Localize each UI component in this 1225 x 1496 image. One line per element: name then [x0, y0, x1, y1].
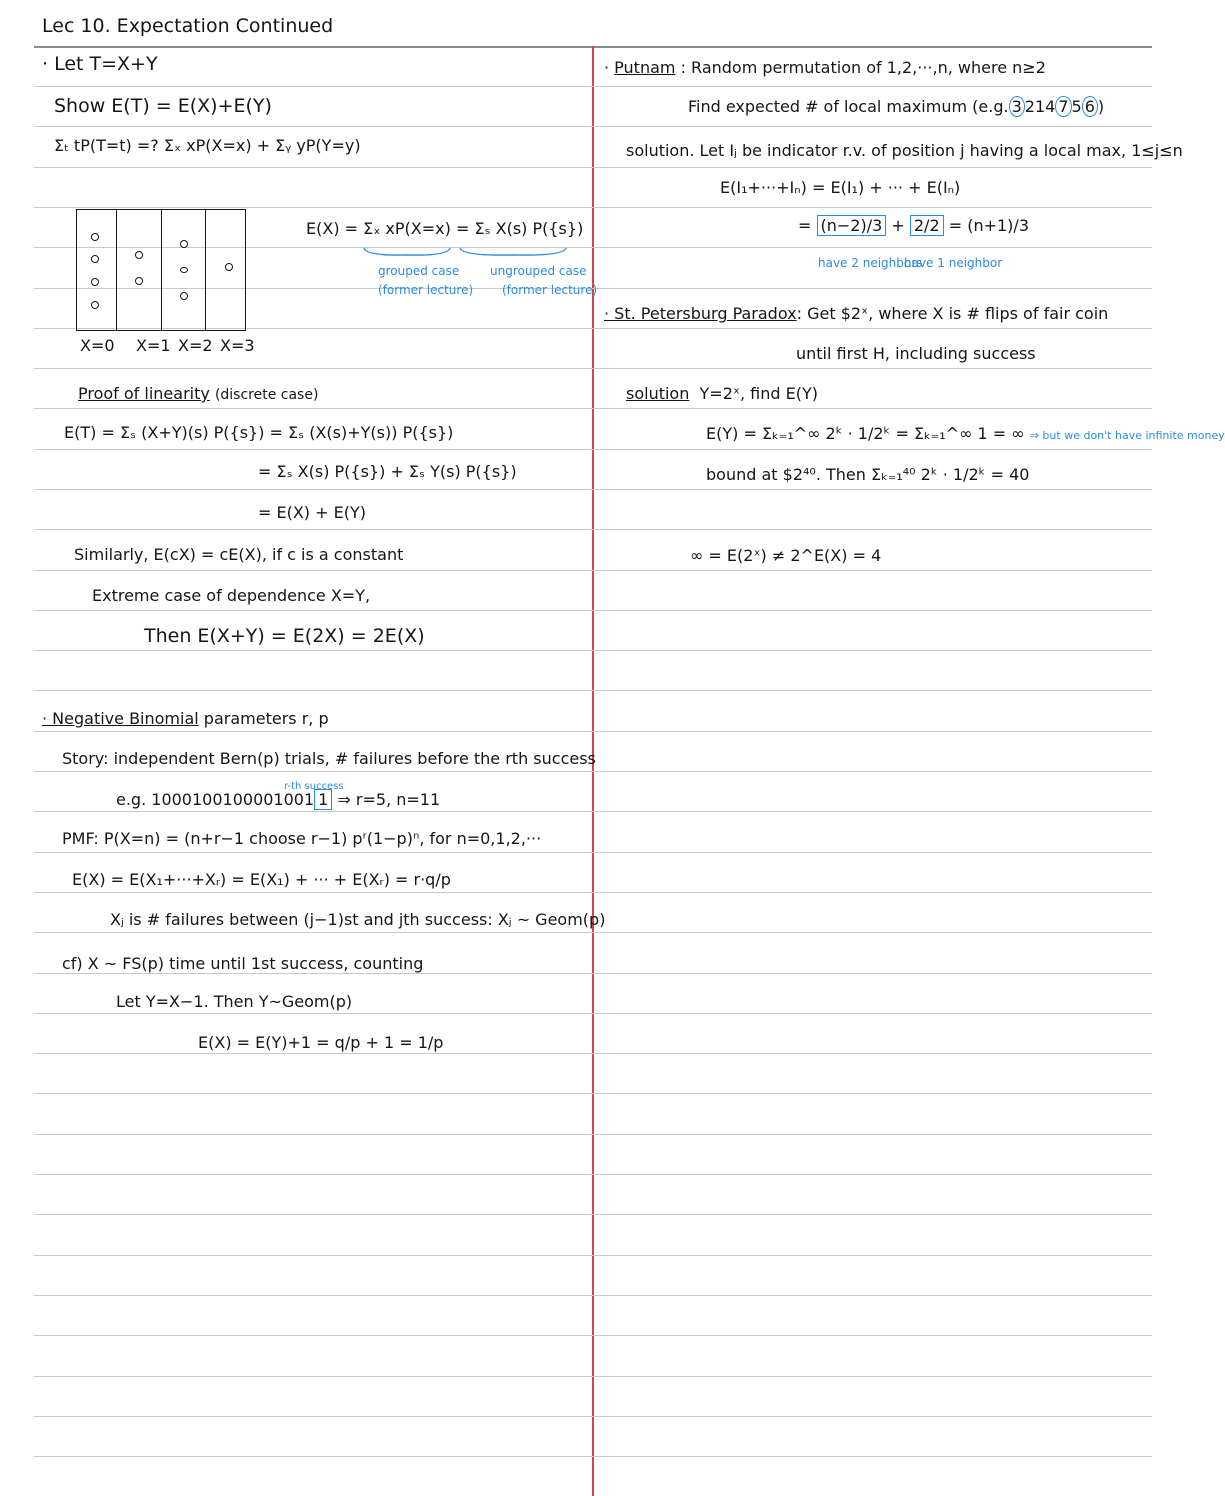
first-success-expectation: E(X) = E(Y)+1 = q/p + 1 = 1/p: [198, 1033, 444, 1052]
grouped-note-sub: (former lecture): [378, 283, 474, 297]
putnam-statement: : Random permutation of 1,2,···,n, where n≥2: [680, 58, 1046, 77]
grouped-brace: [362, 246, 452, 260]
example-prefix: e.g.: [116, 790, 147, 809]
ruled-line: [34, 811, 1152, 812]
first-success-let: Let Y=X−1. Then Y~Geom(p): [116, 992, 353, 1011]
diagram-label-x2: X=2: [178, 336, 213, 355]
page-title: Lec 10. Expectation Continued: [42, 15, 334, 37]
scaling-line-3: Then E(X+Y) = E(2X) = 2E(X): [144, 625, 425, 647]
putnam-heading-text: Putnam: [614, 58, 676, 77]
ruled-line: [34, 1255, 1152, 1256]
pebble: [135, 277, 143, 285]
diagram-column: [117, 210, 162, 330]
grouped-note: grouped case: [378, 264, 460, 278]
ruled-line: [34, 126, 1152, 127]
ruled-line: [34, 1295, 1152, 1296]
negbin-example: [116, 790, 440, 810]
ruled-line: [34, 1093, 1152, 1094]
ungrouped-note: ungrouped case: [490, 264, 587, 278]
putnam-eg-prefix: (e.g.: [972, 97, 1009, 116]
negbin-pmf: PMF: P(X=n) = (n+r−1 choose r−1) pʳ(1−p)ⁿ, for n=0,1,2,···: [62, 829, 542, 848]
stp-solution-label: solution: [626, 384, 690, 403]
pebble: [225, 263, 233, 271]
diagram-label-x3: X=3: [220, 336, 255, 355]
ruled-line: [34, 932, 1152, 933]
stp-expectation: [706, 424, 1225, 446]
negbin-params: parameters r, p: [203, 709, 329, 728]
ruled-line: [34, 1376, 1152, 1377]
negbin-xj: Xⱼ is # failures between (j−1)st and jth success: Xⱼ ~ Geom(p): [110, 910, 606, 929]
permutation-digit: 3: [1009, 96, 1025, 117]
diagram-label-x0: X=0: [80, 336, 115, 355]
ruled-line: [34, 1174, 1152, 1175]
putnam-plus: +: [891, 216, 905, 235]
proof-heading: [78, 384, 318, 405]
ruled-line: [34, 1053, 1152, 1054]
scaling-line-2: Extreme case of dependence X=Y,: [92, 586, 371, 605]
negbin-heading: [42, 709, 329, 729]
permutation-digit: 2: [1024, 97, 1035, 116]
proof-line-3: = E(X) + E(Y): [258, 503, 366, 522]
ruled-line: [34, 449, 1152, 450]
stp-heading: [604, 304, 1108, 324]
ruled-line: [34, 1456, 1152, 1457]
ruled-line: [34, 650, 1152, 651]
ruled-line: [34, 1134, 1152, 1135]
stp-expectation-text: E(Y) = Σₖ₌₁^∞ 2ᵏ · 1/2ᵏ = Σₖ₌₁^∞ 1 = ∞: [706, 424, 1025, 443]
example-sequence: 1000100100001001: [151, 790, 315, 809]
ruled-line: [34, 368, 1152, 369]
outcome-diagram: [76, 209, 246, 331]
pebble: [135, 251, 143, 259]
stp-statement: : Get $2ˣ, where X is # flips of fair coin: [796, 304, 1109, 323]
pebble: [91, 278, 99, 286]
first-success-cf: cf) X ~ FS(p) time until 1st success, counting: [62, 954, 424, 973]
pebble: [91, 233, 99, 241]
pebble: [180, 240, 188, 248]
putnam-fraction-ends: 2/2: [910, 215, 944, 236]
pebble: [180, 267, 188, 273]
putnam-find-text: Find expected # of local maximum: [688, 97, 968, 116]
one-neighbor-note: have 1 neighbor: [904, 256, 1003, 270]
putnam-solution: solution. Let Iⱼ be indicator r.v. of position j having a local max, 1≤j≤n: [626, 141, 1183, 160]
ruled-line: [34, 1214, 1152, 1215]
proof-line-1: E(T) = Σₛ (X+Y)(s) P({s}) = Σₛ (X(s)+Y(s)) P({s}): [64, 423, 454, 442]
ruled-line: [34, 207, 1152, 208]
putnam-result: = (n+1)/3: [948, 216, 1029, 235]
stp-note: ⇒ but we don't have infinite money: [1029, 429, 1225, 442]
sum-heading: · Let T=X+Y: [42, 53, 158, 75]
permutation-digit: 6: [1082, 96, 1098, 117]
stp-solution-text: Y=2ˣ, find E(Y): [699, 384, 818, 403]
rth-success-box: 1: [314, 789, 332, 810]
proof-line-2: = Σₛ X(s) P({s}) + Σₛ Y(s) P({s}): [258, 462, 517, 481]
ruled-line: [34, 570, 1152, 571]
ruled-line: [34, 1416, 1152, 1417]
stp-heading-text: · St. Petersburg Paradox: [604, 304, 797, 323]
ungrouped-brace: [458, 246, 568, 260]
ruled-line: [34, 408, 1152, 409]
ruled-line: [34, 1013, 1152, 1014]
negbin-story: Story: independent Bern(p) trials, # failures before the rth success: [62, 749, 596, 768]
permutation-digit: 1: [1034, 97, 1046, 116]
stp-statement-2: until first H, including success: [796, 344, 1036, 363]
show-linearity: Show E(T) = E(X)+E(Y): [54, 95, 272, 117]
stp-bound: bound at $2⁴⁰. Then Σₖ₌₁⁴⁰ 2ᵏ · 1/2ᵏ = 40: [706, 465, 1030, 484]
pebble: [180, 292, 188, 300]
ruled-line: [34, 690, 1152, 691]
putnam-eg-permutation: [1009, 96, 1098, 117]
permutation-digit: 5: [1071, 97, 1082, 116]
diagram-label-x1: X=1: [136, 336, 171, 355]
ruled-line: [34, 731, 1152, 732]
example-result: ⇒ r=5, n=11: [337, 790, 441, 809]
expectation-formula: E(X) = Σₓ xP(X=x) = Σₛ X(s) P({s}): [306, 219, 584, 238]
pebble: [91, 301, 99, 309]
scaling-line-1: Similarly, E(cX) = cE(X), if c is a constant: [74, 545, 404, 564]
putnam-fraction-interior: (n−2)/3: [817, 215, 887, 236]
ruled-line: [34, 852, 1152, 853]
putnam-heading: · Putnam : Random permutation of 1,2,···,n, where n≥2: [604, 58, 1046, 77]
permutation-digit: 4: [1045, 97, 1056, 116]
ruled-line: [34, 86, 1152, 87]
ruled-line: [34, 892, 1152, 893]
ruled-line: [34, 610, 1152, 611]
negbin-expectation: E(X) = E(X₁+···+Xᵣ) = E(X₁) + ··· + E(Xᵣ) = r·q/p: [72, 870, 451, 889]
diagram-column: [77, 210, 117, 330]
ruled-line: [34, 529, 1152, 530]
stp-solution: [626, 384, 818, 404]
putnam-eq-prefix: =: [798, 216, 812, 235]
sum-question: Σₜ tP(T=t) =? Σₓ xP(X=x) + Σᵧ yP(Y=y): [54, 136, 361, 155]
ruled-line: [34, 1335, 1152, 1336]
stp-inequality: ∞ = E(2ˣ) ≠ 2^E(X) = 4: [690, 546, 882, 565]
putnam-sum: E(I₁+···+Iₙ) = E(I₁) + ··· + E(Iₙ): [720, 178, 961, 197]
putnam-eg-suffix: ): [1097, 97, 1105, 116]
ungrouped-note-sub: (former lecture): [502, 283, 598, 297]
pebble: [91, 255, 99, 263]
negbin-heading-text: · Negative Binomial: [42, 709, 199, 728]
putnam-find: [688, 97, 1104, 117]
ruled-line: [34, 167, 1152, 168]
two-neighbors-note: have 2 neighbors: [818, 256, 923, 270]
ruled-line: [34, 489, 1152, 490]
proof-heading-text: Proof of linearity: [78, 384, 210, 403]
rth-success-note: r-th success: [284, 781, 344, 792]
proof-heading-note: (discrete case): [214, 387, 319, 403]
permutation-digit: 7: [1055, 96, 1071, 117]
putnam-equation: [798, 216, 1029, 236]
ruled-line: [34, 771, 1152, 772]
